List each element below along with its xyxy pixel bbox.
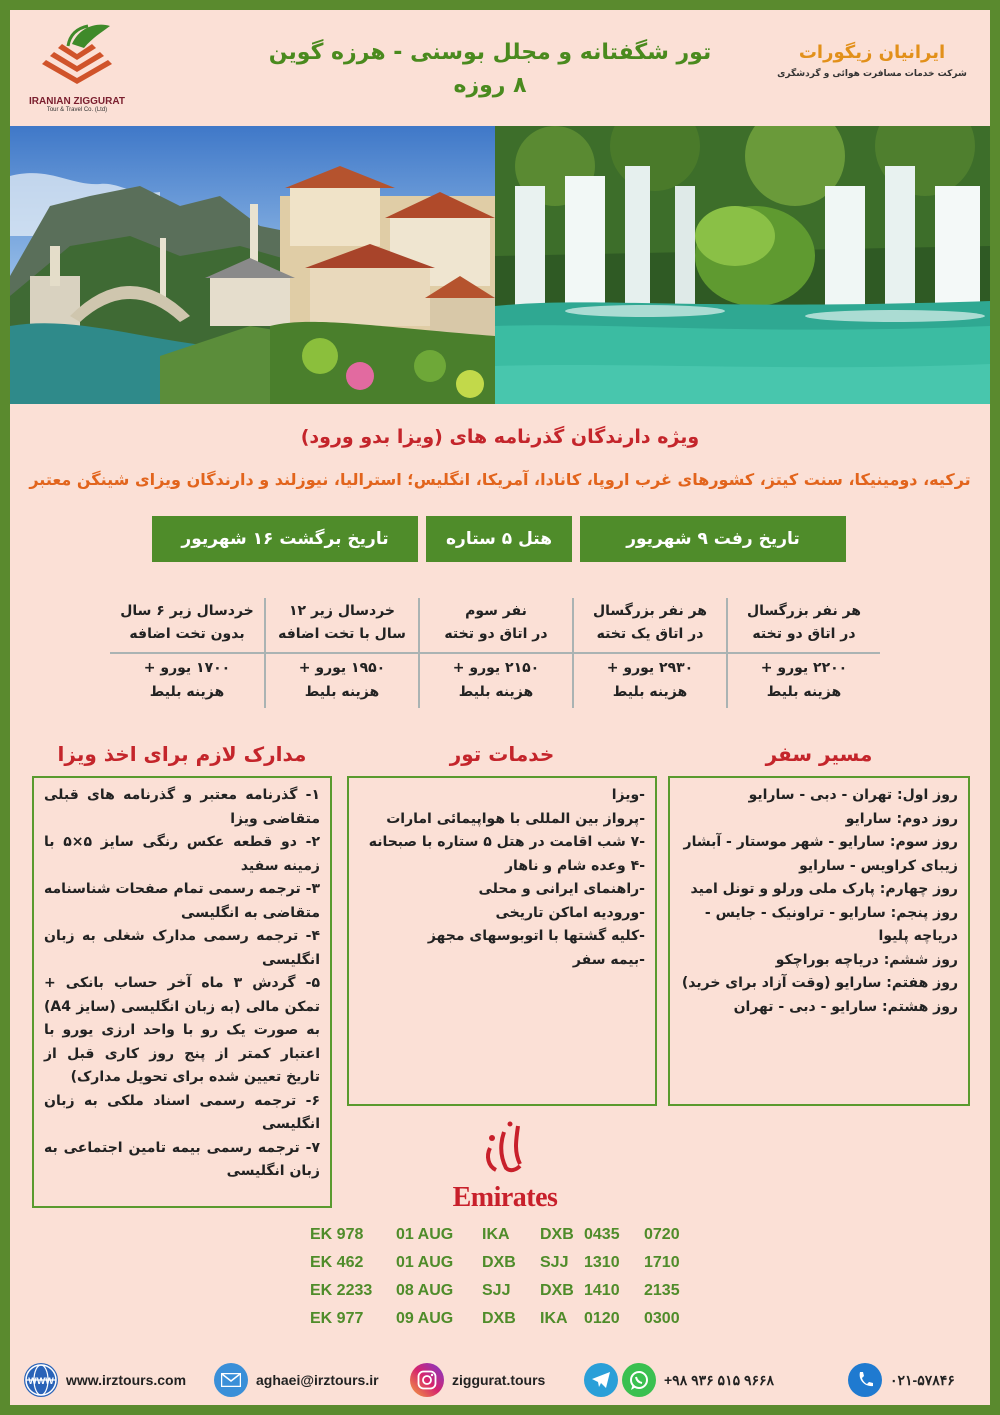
document-item: ۴- ترجمه رسمی مدارک شغلی به زبان انگلیسی — [44, 928, 320, 968]
price-column — [264, 598, 418, 708]
documents-title: مدارک لازم برای اخذ ویزا — [57, 742, 307, 766]
route-title: مسیر سفر — [765, 742, 873, 766]
flight-number: EK 978 — [310, 1226, 364, 1243]
flight-date: 01 AUG — [396, 1254, 454, 1271]
route-day: روز اول: تهران - دبی - سارایو — [748, 787, 958, 803]
route-day: روز سوم: سارایو - شهر موستار - آبشار زیبای کراویس - سارایو — [683, 834, 958, 874]
tour-flyer — [10, 10, 990, 1405]
flight-date: 01 AUG — [396, 1226, 454, 1243]
agency-brand — [772, 42, 972, 79]
price-header-line2: در اتاق دو تخته — [444, 626, 548, 642]
documents-box — [32, 776, 332, 1208]
price-header — [110, 598, 264, 648]
special-offer-heading: ویژه دارندگان گذرنامه های (ویزا بدو ورود) — [300, 426, 700, 448]
phone-link[interactable] — [848, 1362, 955, 1398]
flight-arrival-time: 2135 — [644, 1282, 680, 1299]
price-header-line1: هر نفر بزرگسال — [746, 603, 862, 619]
flight-row — [310, 1310, 710, 1338]
price-note: هزینه بلیط — [458, 684, 534, 700]
return-date-badge: تاریخ برگشت ۱۶ شهریور — [152, 516, 418, 562]
kravice-waterfall-photo — [495, 126, 990, 404]
flight-departure-time: 0435 — [584, 1226, 620, 1243]
messenger-links[interactable] — [584, 1362, 774, 1398]
title-line1: تور شگفتانه و مجلل بوسنی - هرزه گوین — [268, 40, 712, 65]
agency-tagline: شرکت خدمات مسافرت هوائی و گردشگری — [777, 69, 967, 79]
route-day: روز ششم: دریاچه بوراچکو — [775, 951, 958, 968]
service-item: -۴ وعده شام و ناهار — [505, 857, 645, 874]
price-header-line1: خردسال زیر ۱۲ — [288, 603, 396, 619]
instagram-icon — [410, 1363, 444, 1397]
flight-date: 09 AUG — [396, 1310, 454, 1327]
price-table — [110, 598, 880, 708]
document-item: ۷- ترجمه رسمی بیمه تامین اجتماعی به زبان انگلیسی — [44, 1139, 320, 1179]
emirates-logo — [430, 1120, 580, 1214]
flight-row — [310, 1254, 710, 1282]
flight-origin: DXB — [482, 1254, 516, 1271]
price-value — [266, 656, 418, 704]
price-value — [420, 656, 572, 704]
price-header-line1: هر نفر بزرگسال — [592, 603, 708, 619]
flight-arrival-time: 1710 — [644, 1254, 680, 1271]
price-column — [726, 598, 880, 708]
price-column — [110, 598, 264, 708]
route-box — [668, 776, 970, 1106]
website-link[interactable] — [24, 1362, 186, 1398]
price-header-line2: سال با تخت اضافه — [278, 626, 406, 642]
eligible-countries: ترکیه، دومینیکا، سنت کیتز، کشورهای غرب اروپا، کانادا، آمریکا، انگلیس؛ استرالیا، نیوزلند و دارندگان ویزای شینگن معتبر — [29, 470, 971, 489]
service-item: -۷ شب اقامت در هتل ۵ ستاره با صبحانه — [368, 834, 645, 850]
price-header — [728, 598, 880, 648]
flight-arrival-time: 0300 — [644, 1310, 680, 1327]
price-note: هزینه بلیط — [149, 684, 225, 700]
flight-arrival-time: 0720 — [644, 1226, 680, 1243]
price-note: هزینه بلیط — [766, 684, 842, 700]
price-amount: ۲۲۰۰ یورو + — [760, 660, 848, 676]
price-header-line1: نفر سوم — [465, 603, 527, 619]
phone-number: ۰۲۱-۵۷۸۴۶ — [890, 1371, 955, 1388]
flight-date: 08 AUG — [396, 1282, 454, 1299]
price-note: هزینه بلیط — [304, 684, 380, 700]
email-text: aghaei@irztours.ir — [256, 1372, 379, 1388]
service-item: -کلیه گشتها با اتوبوسهای مجهز — [427, 928, 645, 944]
price-note: هزینه بلیط — [612, 684, 688, 700]
www-label: WWW — [28, 1376, 54, 1386]
agency-name: ایرانیان زیگورات — [798, 42, 946, 63]
document-item: ۲- دو قطعه عکس رنگی سایز ۵×۵ با زمینه سفید — [44, 834, 321, 874]
price-value — [728, 656, 880, 704]
route-day: روز هشتم: سارایو - دبی - تهران — [733, 998, 958, 1015]
flight-row — [310, 1282, 710, 1310]
document-item: ۱- گذرنامه معتبر و گذرنامه های قبلی متقاضی ویزا — [44, 787, 320, 827]
departure-date-badge: تاریخ رفت ۹ شهریور — [580, 516, 846, 562]
instagram-link[interactable] — [410, 1362, 545, 1398]
flight-destination: DXB — [540, 1226, 574, 1243]
tour-title — [230, 40, 750, 98]
price-amount: ۱۷۰۰ یورو + — [143, 660, 231, 676]
price-value — [110, 656, 264, 704]
price-header — [266, 598, 418, 648]
price-header-line2: در اتاق یک تخته — [596, 626, 704, 642]
price-amount: ۲۱۵۰ یورو + — [452, 660, 540, 676]
flight-schedule — [310, 1226, 710, 1338]
service-item: -پرواز بین المللی با هواپیمائی امارات — [386, 810, 645, 827]
service-item: -راهنمای ایرانی و محلی — [478, 881, 645, 897]
email-link[interactable] — [214, 1362, 379, 1398]
flight-number: EK 977 — [310, 1310, 364, 1327]
price-header-line2: در اتاق دو تخته — [752, 626, 856, 642]
price-header — [574, 598, 726, 648]
flight-destination: IKA — [540, 1310, 568, 1327]
price-value — [574, 656, 726, 704]
service-item: -ورودیه اماکن تاریخی — [495, 904, 645, 921]
service-item: -بیمه سفر — [572, 951, 645, 968]
hotel-rating-badge: هتل ۵ ستاره — [426, 516, 572, 562]
document-item: ۵- گردش ۳ ماه آخر حساب بانکی + تمکن مالی (به زبان انگلیسی (سایز A4) به صورت یک رو با واحد ارزی یورو با اعتبار کمتر از پنج روز کاری قبل از تاریخ تعیین شده برای تحویل مدارک) — [44, 975, 321, 1085]
logo-sub-text: Tour & Travel Co. (Ltd) — [46, 107, 108, 113]
services-box — [347, 776, 657, 1106]
mobile-number: +۹۸ ۹۳۶ ۵۱۵ ۹۶۶۸ — [664, 1371, 775, 1388]
flight-departure-time: 1310 — [584, 1254, 620, 1271]
flight-origin: DXB — [482, 1310, 516, 1327]
service-item: -ویزا — [611, 787, 645, 803]
telegram-icon — [584, 1363, 618, 1397]
price-header-line1: خردسال زیر ۶ سال — [120, 603, 254, 619]
route-day: روز هفتم: سارایو (وقت آزاد برای خرید) — [681, 975, 958, 991]
logo-brand-text: IRANIAN ZIGGURAT — [29, 96, 125, 107]
contact-footer — [10, 1362, 990, 1402]
emirates-calligraphy-icon — [470, 1120, 540, 1178]
flight-destination: SJJ — [540, 1254, 569, 1271]
flight-departure-time: 1410 — [584, 1282, 620, 1299]
flight-number: EK 462 — [310, 1254, 364, 1271]
whatsapp-icon — [622, 1363, 656, 1397]
document-item: ۳- ترجمه رسمی تمام صفحات شناسنامه متقاضی به انگلیسی — [44, 881, 320, 921]
mostar-bridge-photo — [10, 126, 495, 404]
services-title: خدمات تور — [449, 742, 555, 766]
flight-departure-time: 0120 — [584, 1310, 620, 1327]
price-amount: ۱۹۵۰ یورو + — [298, 660, 386, 676]
route-day: روز پنجم: سارایو - تراونیک - جایس - دریاچه پلیوا — [704, 904, 958, 944]
price-header-line2: بدون تخت اضافه — [129, 626, 245, 642]
price-column — [418, 598, 572, 708]
title-duration: ۸ روزه — [453, 73, 527, 98]
company-logo[interactable] — [22, 18, 132, 128]
emirates-wordmark: Emirates — [452, 1182, 558, 1213]
globe-icon — [24, 1363, 58, 1397]
flight-origin: SJJ — [482, 1282, 511, 1299]
price-header — [420, 598, 572, 648]
website-text: www.irztours.com — [66, 1372, 187, 1388]
document-item: ۶- ترجمه رسمی اسناد ملکی به زبان انگلیسی — [44, 1092, 320, 1132]
price-column — [572, 598, 726, 708]
instagram-text: ziggurat.tours — [452, 1372, 546, 1388]
mail-icon — [214, 1363, 248, 1397]
price-amount: ۲۹۳۰ یورو + — [606, 660, 694, 676]
ziggurat-logo-icon — [32, 18, 122, 90]
route-day: روز چهارم: پارک ملی ورلو و تونل امید — [690, 881, 958, 897]
flight-origin: IKA — [482, 1226, 510, 1243]
flight-number: EK 2233 — [310, 1282, 373, 1299]
route-day: روز دوم: سارایو — [845, 810, 958, 827]
phone-icon — [848, 1363, 882, 1397]
flight-destination: DXB — [540, 1282, 574, 1299]
flight-row — [310, 1226, 710, 1254]
